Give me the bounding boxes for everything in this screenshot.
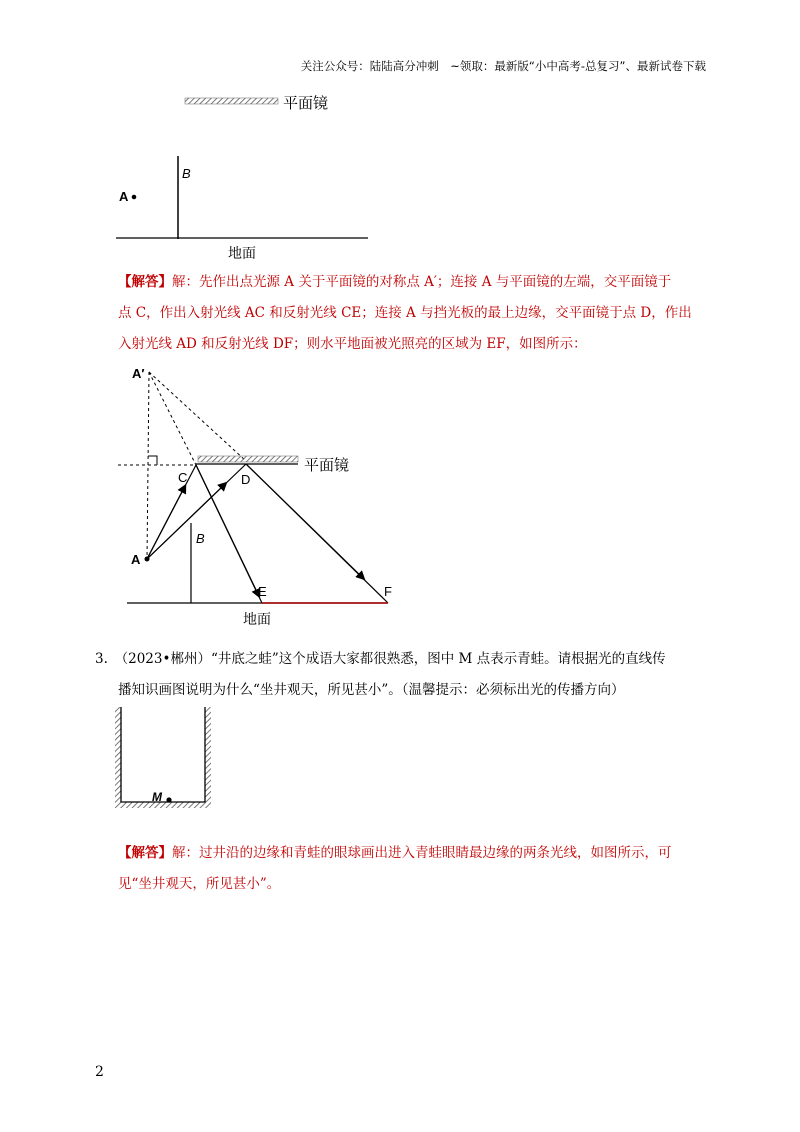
mirror-hatch xyxy=(198,456,298,462)
answer-1-line-3: 入射光线 AD 和反射光线 DF；则水平地面被光照亮的区域为 EF，如图所示： xyxy=(118,336,587,352)
frog-point-m xyxy=(166,797,171,802)
ray-df-arrow xyxy=(246,464,362,577)
label-c: C xyxy=(178,470,188,485)
page-number: 2 xyxy=(95,1064,104,1080)
figure-3-well-diagram xyxy=(110,705,220,815)
label-a: A xyxy=(119,189,129,204)
label-d: D xyxy=(241,472,251,487)
label-a: A xyxy=(131,552,141,567)
ray-ad-arrow xyxy=(147,485,224,559)
question-3-line-1: 3. （2023•郴州）“井底之蛙”这个成语大家都很熟悉，图中 M 点表示青蛙。请根据光的直线传 xyxy=(95,651,666,667)
mirror-label: 平面镜 xyxy=(304,457,350,474)
figure-2-diagram xyxy=(110,360,410,632)
answer-1-line-2: 点 C，作出入射光线 AC 和反射光线 CE；连接 A 与挡光板的最上边缘，交平面镜于点 D，作出 xyxy=(118,305,692,321)
answer-1-line-1: 【解答】解：先作出点光源 A 关于平面镜的对称点 A′；连接 A 与平面镜的左端，交平面镜于 xyxy=(118,274,672,290)
right-angle-mark xyxy=(148,456,157,465)
label-a-prime: A′ xyxy=(132,366,145,381)
ground-label: 地面 xyxy=(243,611,271,627)
label-e: E xyxy=(258,584,267,599)
well-right-wall-hatch xyxy=(205,707,211,802)
light-source-a xyxy=(132,195,137,200)
mirror-label: 平面镜 xyxy=(283,95,329,112)
well-wall-outline xyxy=(121,707,205,802)
ray-ac-arrow xyxy=(147,488,184,559)
label-b: B xyxy=(196,531,205,546)
mirror-hatch xyxy=(185,98,278,104)
answer-3-line-1: 【解答】解：过井沿的边缘和青蛙的眼球画出进入青蛙眼睛最边缘的两条光线，如图所示，可 xyxy=(118,845,672,861)
label-f: F xyxy=(384,584,392,599)
well-left-wall-hatch xyxy=(115,707,121,802)
ground-label: 地面 xyxy=(228,245,256,260)
dashed-aprime-c xyxy=(149,372,196,465)
answer-tag: 【解答】 xyxy=(118,274,172,290)
figure-1-diagram xyxy=(100,90,400,260)
label-b: B xyxy=(182,166,191,181)
label-m: M xyxy=(152,790,162,804)
question-3-line-2: 播知识画图说明为什么“坐井观天，所见甚小”。（温馨提示：必须标出光的传播方向） xyxy=(118,682,625,698)
dashed-aprime-d xyxy=(149,372,246,461)
answer-tag: 【解答】 xyxy=(118,845,172,861)
answer-3-line-2: 见“坐井观天，所见甚小”。 xyxy=(118,876,281,892)
page-header: 关注公众号：陆陆高分冲刺 ~领取：最新版“小中高考-总复习”、最新试卷下载 xyxy=(300,59,706,73)
well-bottom-hatch xyxy=(115,802,211,808)
